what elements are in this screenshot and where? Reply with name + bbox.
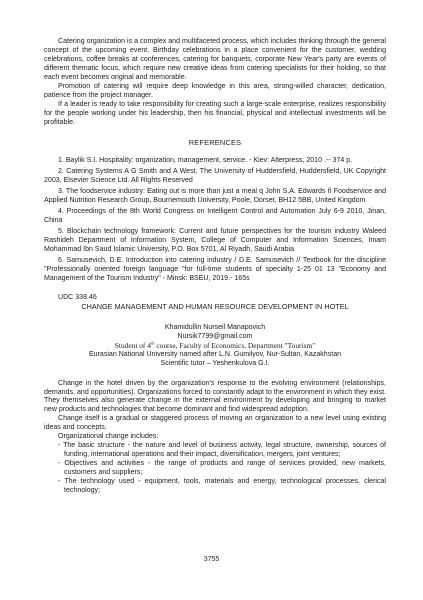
student-superscript: th [150, 340, 155, 346]
udc-code: UDC 338.46 [58, 293, 97, 301]
author-student-line [44, 342, 386, 351]
reference-item: 5. Blockchain technology framework: Current and future perspectives for the tourism industry Waleed Rashideh Department of Information System, College of Computer and Information Sciences, Imam Mohammad Ibn Saud Islamic University, P.O. Box 5701, Al Riyadh, Saudi Arabia [44, 228, 386, 254]
author-email: Nursik7799@gmail.com [177, 332, 253, 340]
article-title: CHANGE MANAGEMENT AND HUMAN RESOURCE DEVELOPMENT IN HOTEL [81, 301, 349, 311]
intro-paragraph: If a leader is ready to take responsibility for creating such a large-scale enterprise, realizes responsibility for the people working under his leadership, then his financial, physical and intellectual investments will be profitable. [44, 100, 386, 126]
change-list [44, 442, 386, 496]
reference-item: 3. The foodservice industry: Eating out is more than just a meal q John S.A. Edwards ñ Foodservice and Applied Nutrition Research Group, Bournemouth University, Poole, Dorset, BH12 5BB, United Kingdom [44, 188, 386, 205]
author-block [44, 324, 386, 369]
reference-item: 1. Baylik S.I. Hospitality: organization, management, service. - Kiev: Alterpress, 2010 .-- 374 p. [58, 157, 353, 165]
body-paragraph: Change itself is a gradual or staggered process of moving an organization to a new level using existing ideas and concepts. [44, 415, 386, 432]
intro-paragraph: Promotion of catering will require deep knowledge in this area, strong-willed character, dedication, patience from the project manager. [44, 82, 386, 99]
reference-item: 4. Proceedings of the 8th World Congress on Intelligent Control and Automation July 6-9 2010, Jinan, China [44, 208, 386, 225]
reference-item: 6. Samusevich, D.E. Introduction into catering industry / D.E. Samusevich // Textbook for the discipline "Professionally oriented foreign language "for full-time students of specialty 1-25 01 13 "Economy and Management of the Tourism Industry" - Minsk: BSEU, 2019.- 165s [44, 257, 386, 282]
scientific-tutor: Scientific tutor – Yeshenkulova G.I. [160, 359, 270, 367]
list-item: - Objectives and activities - the range of products and range of services provided, new markets, customers and suppliers; [58, 460, 386, 477]
list-item: - The technology used - equipment, tools, materials and energy, technological processes, clerical technology; [58, 478, 386, 494]
references-heading: REFERENCES [188, 137, 242, 147]
references-list [44, 157, 386, 283]
author-name: Khamidullin Nurseil Manapovich [164, 323, 266, 331]
list-item: - The basic structure - the nature and level of business activity, legal structure, ownership, sources of funding, international operations and their impact, diversification, mergers, joint ventures; [58, 442, 386, 459]
page-content [44, 38, 386, 496]
intro-paragraph: Catering organization is a complex and multifaceted process, which includes thinking through the general concept of the upcoming event. Birthday celebrations in a place convenient for the customer, wedding celebrations, coffee breaks at conferences, catering for banquets, corporate New Year's party are events of different thematic focus, which require new creative ideas from catering specialists for their holding, so that each event becomes original and memorable. [44, 38, 386, 81]
student-prefix: Student of 4 [114, 340, 151, 350]
body-paragraph: Change in the hotel driven by the organization's response to the evolving environment (relationships, demands, and opportunities). Organizations forced to constantly adapt to the environment in which they exist. They themselves also generate change in the external environment by developing and bringing to market new products and technologies that become dominant and find widespread adoption. [44, 379, 386, 414]
student-suffix: course, Faculty of Economics, Department "Tourism" [154, 340, 316, 350]
page-number: 3755 [203, 556, 220, 563]
author-university: Eurasian National University named after L.N. Gumilyov, Nur-Sultan, Kazakhstan [88, 350, 342, 358]
body-paragraph: Organizational change includes: [58, 433, 159, 441]
reference-item: 2. Catering Systems A G Smith and A West, The University of Huddersfield, Huddersfield, UK Copyright 2003, Elsevier Science Ltd. All Rights Reserved [44, 168, 386, 185]
